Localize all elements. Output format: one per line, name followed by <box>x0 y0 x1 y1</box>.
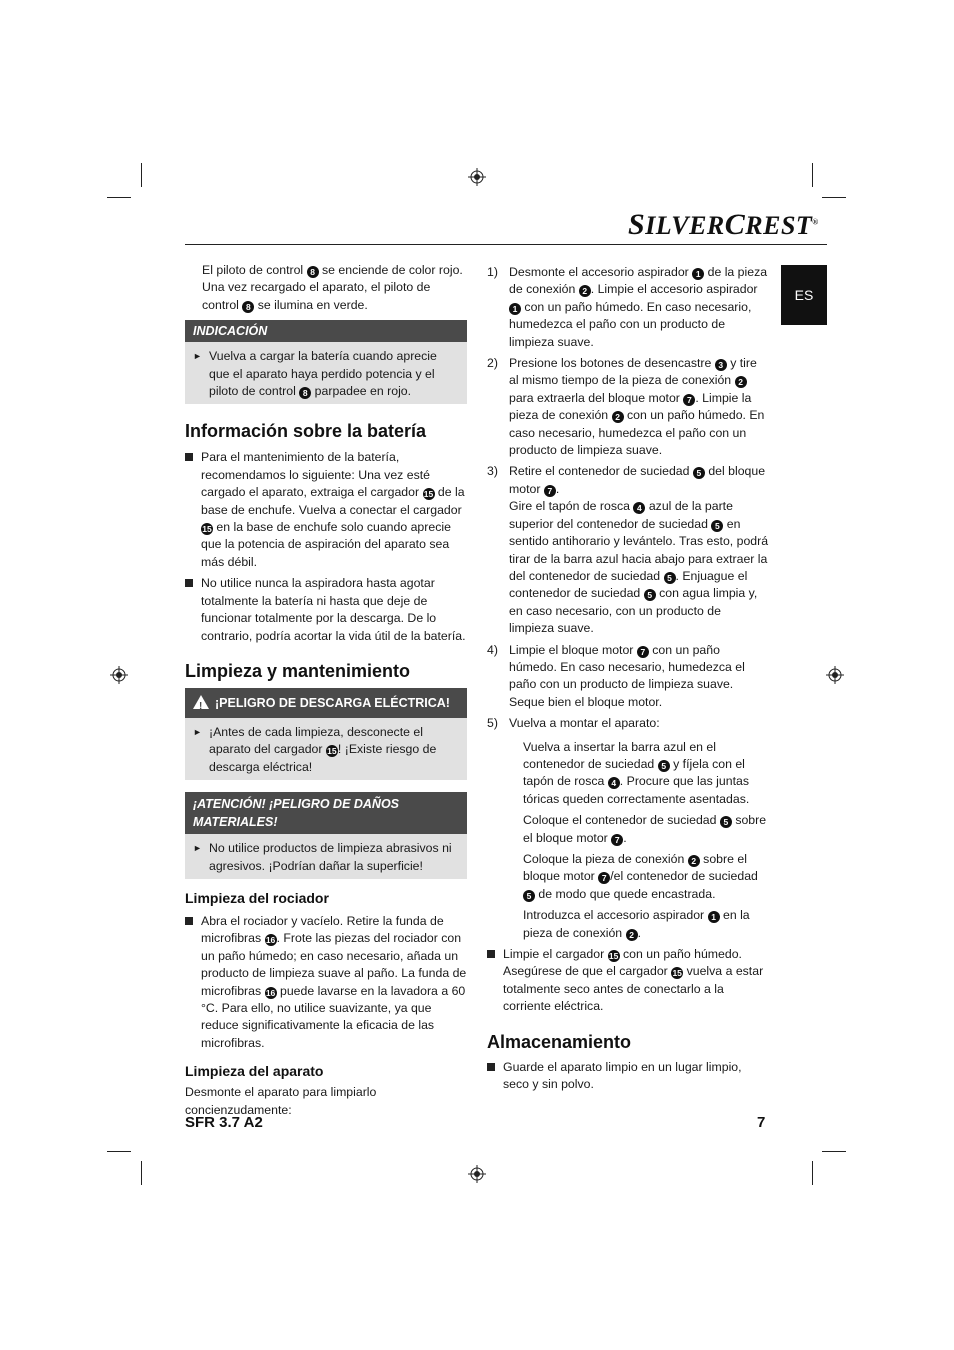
header-rule <box>185 244 827 245</box>
reference-number-icon: 4 <box>633 502 645 514</box>
charger-bullet: Limpie el cargador 15 con un paño húmedo. Asegúrese de que el cargador 15 vuelva a estar totalmente seco antes de conectarlo a la corriente eléctrica. <box>487 946 769 1016</box>
crop-mark <box>822 197 846 198</box>
battery-bullet-2: No utilice nunca la aspiradora hasta agotar totalmente la batería ni hasta que deje de funcionar totalmente por la descarga. De lo contrario, podría acortar la vida útil de la batería. <box>185 575 467 645</box>
note-title: INDICACIÓN <box>185 320 467 342</box>
reference-number-icon: 7 <box>637 646 649 658</box>
reference-number-icon: 7 <box>598 872 610 884</box>
reference-number-icon: 16 <box>265 987 276 998</box>
model-number: SFR 3.7 A2 <box>185 1114 263 1131</box>
registration-mark-icon <box>110 666 128 684</box>
caution-body: ► No utilice productos de limpieza abrasivos ni agresivos. ¡Podrían dañar la superficie! <box>185 834 467 879</box>
reference-number-icon: 15 <box>672 968 682 979</box>
reference-number-icon: 15 <box>327 746 337 757</box>
arrow-icon: ► <box>193 843 202 854</box>
reference-number-icon: 5 <box>664 572 676 584</box>
reference-number-icon: 7 <box>611 834 623 846</box>
step-4: 4) Limpie el bloque motor 7 con un paño húmedo. En caso necesario, humedezca el paño con un producto de limpieza suave. Seque bien el bloque motor. <box>487 642 745 709</box>
reference-number-icon: 5 <box>720 816 732 828</box>
step-1: 1) Desmonte el accesorio aspirador 1 de la pieza de conexión 2 . Limpie el accesorio aspirador 1 con un paño húmedo. En caso necesario, humedezca el paño con un producto de limpieza suave. <box>487 265 768 349</box>
language-tab: ES <box>781 265 827 325</box>
crop-mark <box>812 1161 813 1185</box>
note-text: Vuelva a cargar la batería cuando aprecie que el aparato haya perdido potencia y el piloto de control 8 parpadee en rojo. <box>209 349 437 399</box>
reference-number-icon: 7 <box>544 485 556 497</box>
arrow-icon: ► <box>193 726 202 737</box>
crop-mark <box>141 1161 142 1185</box>
reference-number-icon: 3 <box>715 359 727 371</box>
warning-triangle-icon: ! <box>193 695 209 709</box>
registration-mark-icon <box>468 1165 486 1183</box>
substep: Vuelva a insertar la barra azul en el contenedor de suciedad 5 y fíjela con el tapón de rosca 4 . Procure que las juntas tóricas queden correctamente asentadas. <box>523 739 750 806</box>
reference-number-icon: 1 <box>509 303 521 315</box>
substep: Introduzca el accesorio aspirador 1 en la pieza de conexión 2 . <box>523 908 750 940</box>
sprayer-bullet: Abra el rociador y vacíelo. Retire la funda de microfibras 16. Frote las piezas del rociador con un paño húmedo; en caso necesario, añada un producto de limpieza suave al paño. La funda de microfibras 16 puede lavarse en la lavadora a 60 °C. Para ello, no utilice suavizante, ya que reduce significativamente la eficacia de las microfibras. <box>185 913 467 1052</box>
arrow-icon: ► <box>193 351 202 362</box>
crop-mark <box>141 163 142 187</box>
reference-number-icon: 8 <box>307 266 319 278</box>
crop-mark <box>822 1151 846 1152</box>
battery-bullet-1: Para el mantenimiento de la batería, recomendamos lo siguiente: Una vez esté cargado el aparato, extraiga el cargador 15 de la base de enchufe. Vuelva a conectar el cargador 15 en la base de enchufe solo cuando aprecie que la potencia de aspiración del aparato sea más débil. <box>185 449 467 571</box>
reference-number-icon: 5 <box>523 890 535 902</box>
reference-number-icon: 2 <box>688 855 700 867</box>
heading-battery: Información sobre la batería <box>185 421 427 442</box>
reference-number-icon: 7 <box>683 394 695 406</box>
bullet-square-icon <box>185 917 193 925</box>
reference-number-icon: 1 <box>692 268 704 280</box>
reference-number-icon: 16 <box>265 935 276 946</box>
crop-mark <box>812 163 813 187</box>
note-box <box>185 320 467 404</box>
bullet-square-icon <box>487 950 495 958</box>
bullet-square-icon <box>487 1063 495 1071</box>
step-2: 2) Presione los botones de desencastre 3 y tire al mismo tiempo de la pieza de conexión 2 para extraerla del bloque motor 7 . Limpie la pieza de conexión 2 con un paño húmedo. En caso necesario, humedezca el paño con un producto de limpieza suave. <box>487 356 765 458</box>
substep: Coloque el contenedor de suciedad 5 sobre el bloque motor 7 . <box>523 813 767 845</box>
device-text: Desmonte el aparato para limpiarlo concienzudamente: <box>185 1085 377 1117</box>
reference-number-icon: 8 <box>242 301 254 313</box>
intro-text: El piloto de control 8 se enciende de color rojo. Una vez recargado el aparato, el piloto de control 8 se ilumina en verde. <box>202 263 463 312</box>
danger-box <box>185 688 467 780</box>
page-number: 7 <box>757 1114 766 1131</box>
reference-number-icon: 5 <box>658 760 670 772</box>
caution-title: ¡ATENCIÓN! ¡PELIGRO DE DAÑOS MATERIALES! <box>185 792 467 834</box>
reference-number-icon: 2 <box>579 285 591 297</box>
note-body <box>185 342 467 404</box>
heading-device: Limpieza del aparato <box>185 1063 324 1080</box>
step-5-substeps <box>487 739 769 942</box>
step-3: 3) Retire el contenedor de suciedad 5 del bloque motor 7 . Gire el tapón de rosca 4 azul de la parte superior del contenedor de suciedad 5 en sentido antihorario y levántelo. Tras esto, podrá tirar de la barra azul hacia abajo para extraer la del contenedor de suciedad 5 . Enjuague el contenedor de suciedad 5 con agua limpia y, en caso necesario, con un producto de limpieza suave. <box>487 464 769 636</box>
bullet-square-icon <box>185 453 193 461</box>
heading-sprayer: Limpieza del rociador <box>185 889 329 906</box>
reference-number-icon: 8 <box>299 387 311 399</box>
reference-number-icon: 15 <box>423 489 434 500</box>
danger-title: ! ¡PELIGRO DE DESCARGA ELÉCTRICA! <box>185 688 467 718</box>
reference-number-icon: 1 <box>708 911 720 923</box>
left-column <box>185 262 467 1119</box>
reference-number-icon: 2 <box>626 929 638 941</box>
reference-number-icon: 2 <box>612 411 624 423</box>
registration-mark-icon <box>468 168 486 186</box>
heading-cleaning: Limpieza y mantenimiento <box>185 660 411 681</box>
registration-mark-icon <box>826 666 844 684</box>
reference-number-icon: 15 <box>608 951 619 962</box>
reference-number-icon: 15 <box>202 524 212 535</box>
reference-number-icon: 4 <box>608 777 620 789</box>
reference-number-icon: 2 <box>735 376 747 388</box>
reference-number-icon: 5 <box>711 520 723 532</box>
crop-mark <box>107 1151 131 1152</box>
storage-bullet: Guarde el aparato limpio en un lugar limpio, seco y sin polvo. <box>487 1059 769 1094</box>
danger-body: ► ¡Antes de cada limpieza, desconecte el aparato del cargador 15! ¡Existe riesgo de descarga eléctrica! <box>185 718 467 780</box>
bullet-square-icon <box>185 579 193 587</box>
reference-number-icon: 5 <box>693 467 705 479</box>
heading-storage: Almacenamiento <box>487 1031 632 1052</box>
caution-box <box>185 792 467 879</box>
crop-mark <box>107 197 131 198</box>
step-5: 5) Vuelva a montar el aparato: <box>487 716 660 731</box>
right-column <box>487 264 769 1093</box>
brand-logo: SILVERCREST® <box>628 208 819 241</box>
substep: Coloque la pieza de conexión 2 sobre el bloque motor 7 /el contenedor de suciedad 5 de modo que quede encastrada. <box>523 852 758 901</box>
reference-number-icon: 5 <box>644 589 656 601</box>
